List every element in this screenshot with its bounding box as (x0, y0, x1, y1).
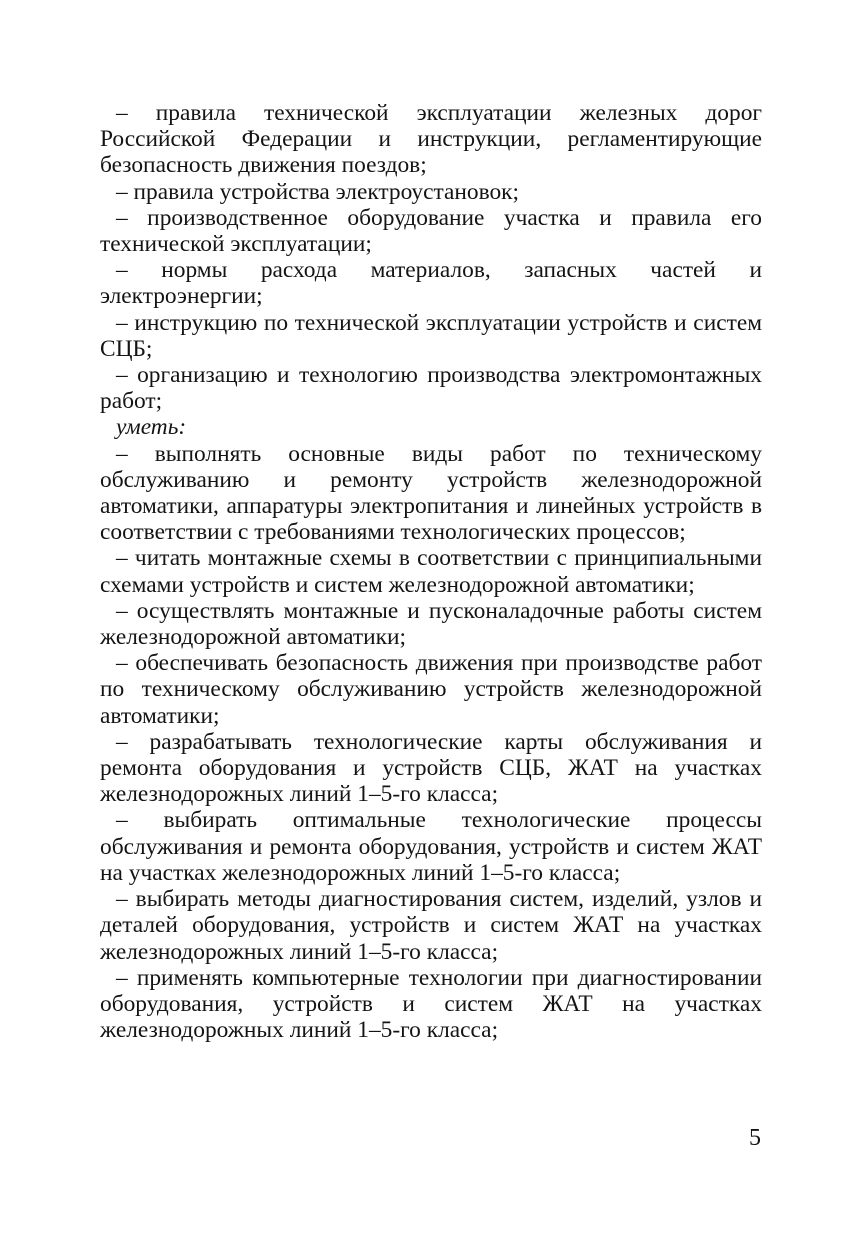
paragraph-technological-maps: – разрабатывать технологические карты обслуживания и ремонта оборудования и устройств СЦБ, ЖАТ на участках железнодорожных линий 1–5-го класса; (100, 728, 762, 808)
paragraph-tech-rules: – правила технической эксплуатации железных дорог Российской Федерации и инструкции, регламентирующие безопасность движения поездов; (100, 100, 762, 179)
paragraph-scb-instruction: – инструкцию по технической эксплуатации устройств и систем СЦБ; (100, 309, 762, 362)
page-body (100, 100, 762, 1043)
paragraph-traffic-safety: – обеспечивать безопасность движения при производстве работ по техническому обслуживанию устройств железнодорожной автоматики; (100, 650, 762, 729)
paragraph-production-equipment: – производственное оборудование участка и правила его технической эксплуатации; (100, 204, 762, 258)
paragraph-diagnostic-methods: – выбирать методы диагностирования систем, изделий, узлов и деталей оборудования, устройств и систем ЖАТ на участках железнодорожных линий 1–5-го класса; (100, 886, 762, 965)
paragraph-commissioning-works: – осуществлять монтажные и пусконаладочные работы систем железнодорожной автоматики; (100, 597, 762, 651)
paragraph-consumption-norms: – нормы расхода материалов, запасных частей и электроэнергии; (100, 257, 762, 310)
paragraph-maintenance-works: – выполнять основные виды работ по техническому обслуживанию и ремонту устройств железнодорожной автоматики, аппаратуры электропитания и линейных устройств в соответствии с требованиями технологических процессов; (100, 440, 762, 546)
paragraph-read-schemes: – читать монтажные схемы в соответствии с принципиальными схемами устройств и систем железнодорожной автоматики; (100, 545, 762, 598)
page-number: 5 (749, 1125, 761, 1151)
paragraph-optimal-processes: – выбирать оптимальные технологические процессы обслуживания и ремонта оборудования, устройств и систем ЖАТ на участках железнодорожных линий 1–5-го класса; (100, 807, 762, 886)
paragraph-installation-organization: – организацию и технологию производства электромонтажных работ; (100, 362, 762, 415)
section-heading-skills: уметь: (116, 414, 187, 441)
paragraph-computer-technologies: – применять компьютерные технологии при диагностировании оборудования, устройств и систем ЖАТ на участках железнодорожных линий 1–5-го класса; (100, 964, 762, 1044)
paragraph-electrical-rules: – правила устройства электроустановок; (116, 178, 520, 205)
